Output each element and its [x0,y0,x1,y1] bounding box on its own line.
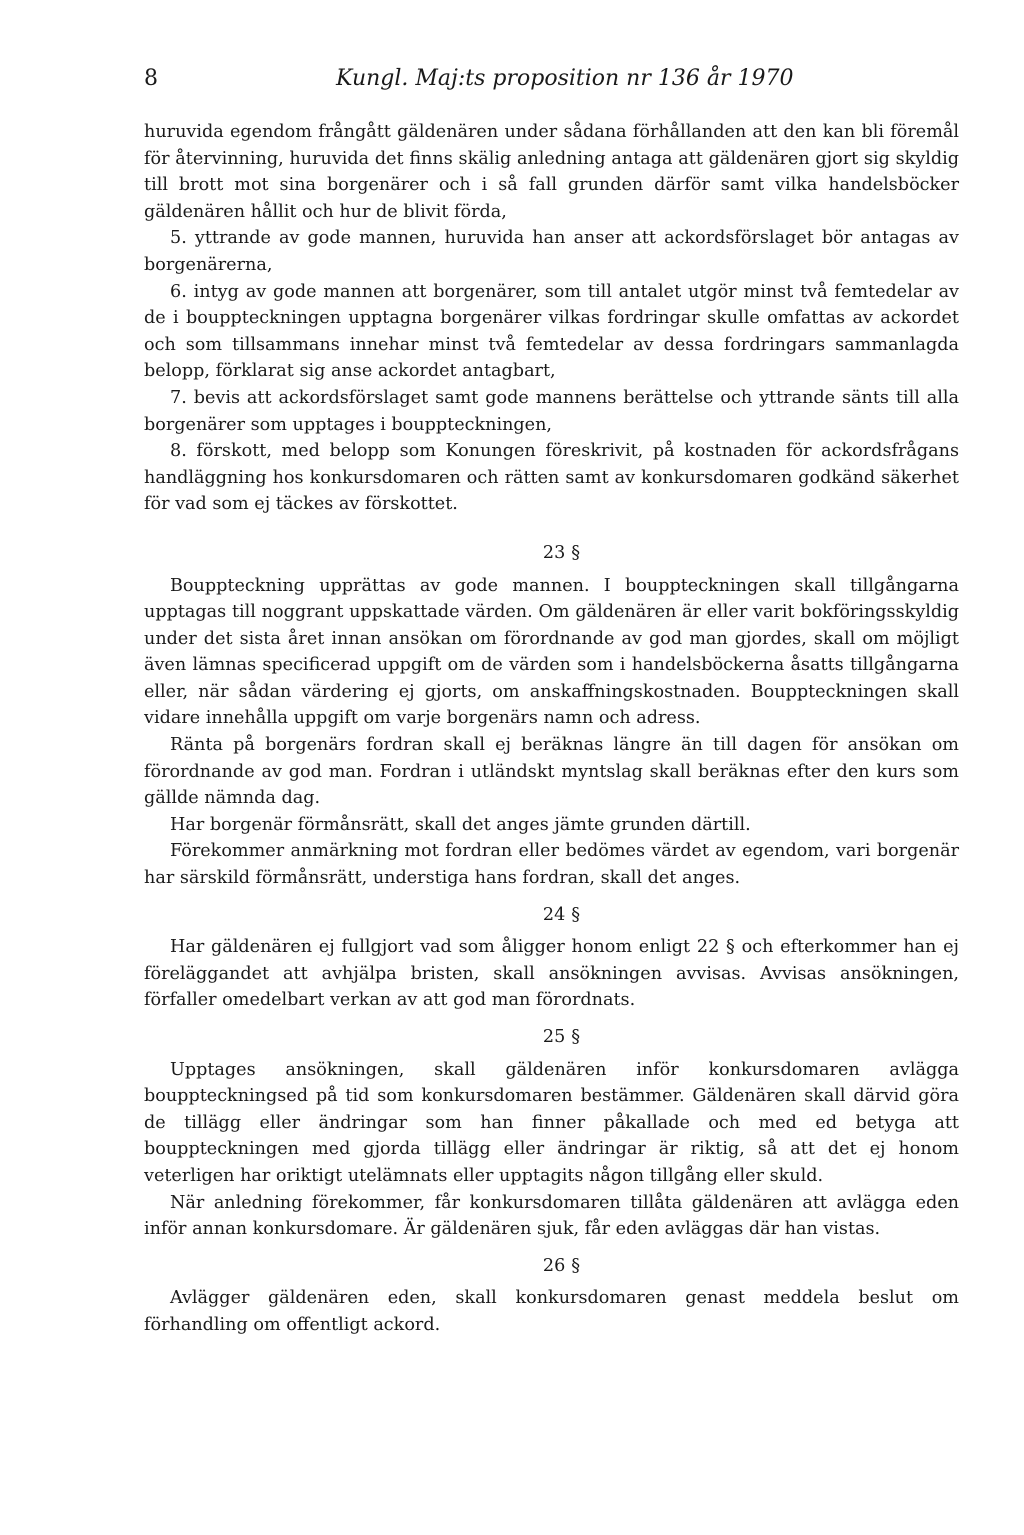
section-25-paragraph-2: När anledning förekommer, får konkursdomaren tillåta gäldenären att avlägga eden inför annan konkursdomare. Är gäldenären sjuk, får eden avläggas där han vistas. [144,1192,959,1240]
body-text [144,119,959,1339]
page-header [144,66,959,96]
intro-paragraph: huruvida egendom frångått gäldenären under sådana förhållanden att den kan bli föremål för återvinning, huruvida det finns skälig anledning antaga att gäldenären gjort sig skyldig till brott mot sina borgenärer och i så fall grunden därför samt vilka handelsböcker gäldenären hållit och hur de blivit förda, [144,122,959,222]
section-24-paragraph-1: Har gäldenären ej fullgjort vad som åligger honom enligt 22 § och efterkommer han ej föreläggandet att avhjälpa bristen, skall ansökningen avvisas. Avvisas ansökningen, förfaller omedelbart verkan av att god man förordnats. [144,937,959,1011]
section-heading-25 [144,1024,959,1051]
section-23-paragraph-2: Ränta på borgenärs fordran skall ej beräknas längre än till dagen för ansökan om förordnande av god man. Fordran i utländskt myntslag skall beräknas efter den kurs som gällde nämnda dag. [144,735,959,809]
section-heading-24 [144,902,959,929]
section-heading-26 [144,1253,959,1280]
section-26-paragraph-1: Avlägger gäldenären eden, skall konkursdomaren genast meddela beslut om förhandling om offentligt ackord. [144,1288,959,1335]
section-heading-23 [144,540,959,567]
section-23-paragraph-3: Har borgenär förmånsrätt, skall det anges jämte grunden därtill. [170,814,751,835]
section-sign: § [571,904,581,925]
section-23-paragraph-4: Förekommer anmärkning mot fordran eller bedömes värdet av egendom, vari borgenär har särskild förmånsrätt, understiga hans fordran, skall det anges. [144,841,959,889]
list-item-5: 5. yttrande av gode mannen, huruvida han anser att ackordsförslaget bör antagas av borgenärerna, [144,228,959,275]
section-sign: § [571,542,581,563]
running-title: Kungl. Maj:ts proposition nr 136 år 1970 [336,66,794,91]
section-number: 24 [542,904,566,925]
list-item-6: 6. intyg av gode mannen att borgenärer, som till antalet utgör minst två femtedelar av de i bouppteckningen upptagna borgenärer vilkas fordringar skulle omfattas av ackordet och som tillsammans innehar minst två femtedelar av dessa fordringars sammanlagda belopp, förklarat sig anse ackordet antagbart, [144,281,959,382]
list-item-7: 7. bevis att ackordsförslaget samt gode mannens berättelse och yttrande sänts till alla borgenärer som upptages i bouppteckningen, [144,387,959,435]
section-sign: § [571,1027,581,1047]
section-number: 26 [542,1255,566,1276]
section-23-paragraph-1: Bouppteckning upprättas av gode mannen. I bouppteckningen skall tillgångarna upptagas till noggrant uppskattade värden. Om gäldenären är eller varit bokföringsskyldig under det sista året innan ansökan om förordnande av god man gjordes, skall om möjligt även lämnas specificerad uppgift om de värden som i handelsböckerna åsatts tillgångarna eller, när sådan värdering ej gjorts, om anskaffningskostnaden. Bouppteckningen skall vidare innehålla uppgift om varje borgenärs namn och adress. [144,575,959,729]
section-sign: § [571,1255,581,1276]
section-25-paragraph-1: Upptages ansökningen, skall gäldenären inför konkursdomaren avlägga bouppteckningsed på tid som konkursdomaren bestämmer. Gäldenären skall därvid göra de tillägg eller ändringar som han finner påkallade och med ed betyga att bouppteckningen med gjorda tillägg eller ändringar är riktig, så att det ej honom veterligen har oriktigt utelämnats eller upptagits någon tillgång eller skuld. [144,1059,959,1186]
section-number: 23 [542,542,566,563]
page-number: 8 [144,66,158,91]
section-number: 25 [542,1027,566,1047]
list-item-8: 8. förskott, med belopp som Konungen föreskrivit, på kostnaden för ackordsfrågans handläggning hos konkursdomaren och rätten samt av konkursdomaren godkänd säkerhet för vad som ej täckes av förskottet. [144,441,959,515]
